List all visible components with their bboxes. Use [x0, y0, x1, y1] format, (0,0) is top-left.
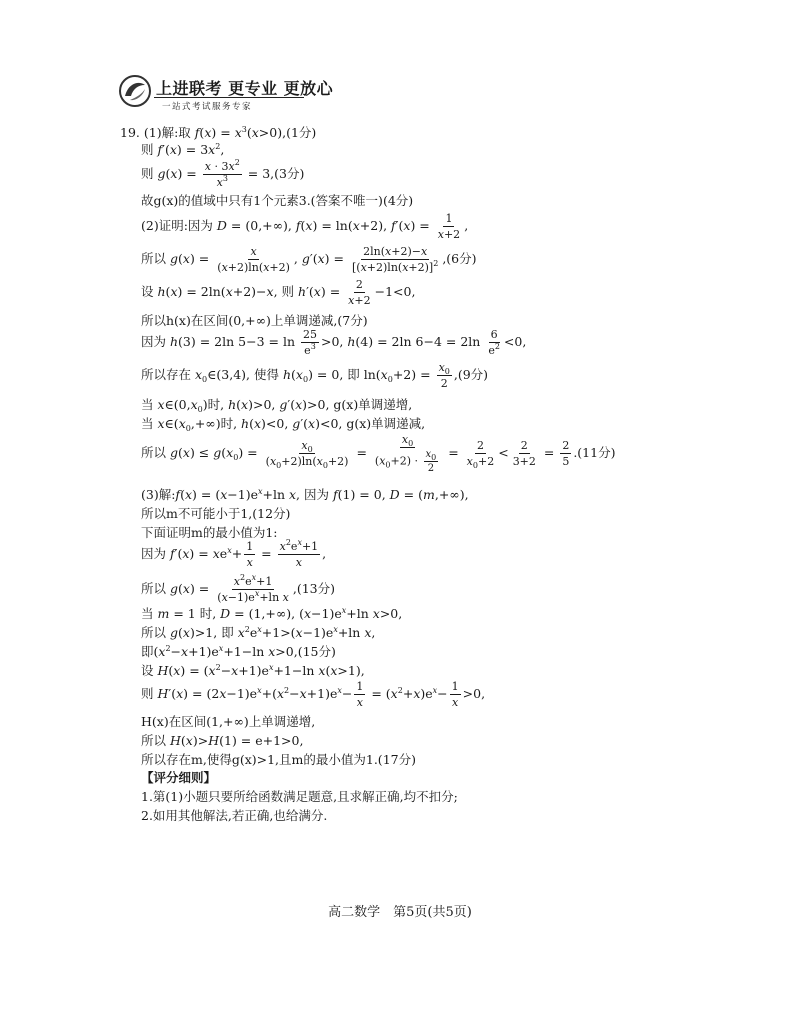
page-header — [118, 74, 418, 114]
brand-tagline: 一站式考试服务专家 — [162, 102, 253, 112]
line-9: 因为 h(3) = 2ln 5−3 = ln $\frac{25}{e^3}$ >0, h(4) = 2ln 6−4 = 2ln $\frac{6}{e^2}$ <0, — [141, 328, 527, 357]
brand-rule — [154, 97, 304, 98]
line-13: 所以 $g(x) \le g(x_0)$ = $\frac{x_0}{(x_0+2)\ln(x_0+2)}$ = $x_0$ $(x_0+2)$ · $\frac{x_0}{2}$ = $\frac{2}{x_0+2}$ < $\frac{2}{3+2}$ = $\frac{2}{5}$ .(11分) — [141, 433, 616, 474]
line-19: 当 m = 1 时, D = (1,+∞), $(x-1)e^x+\ln$ x>0, — [141, 606, 403, 621]
rubric-item-2: 2.如用其他解法,若正确,也给满分. — [141, 808, 328, 823]
rubric-item-1: 1.第(1)小题只要所给函数满足题意,且求解正确,均不扣分; — [141, 789, 458, 804]
line-8: 所以h(x)在区间(0,+∞)上单调递减,(7分) — [141, 313, 368, 328]
logo-icon — [118, 74, 152, 108]
line-7: 设 h(x) = 2ln(x+2)−x, 则 h′(x) = $\frac{2}{x+2}$ −1<0, — [141, 278, 416, 307]
line-6: 所以 g(x) = $\frac{x}{(x+2)\ln(x+2)}$ , g′(x) = $\frac{2\ln(x+2)-x}{[(x+2)\ln(x+2)]^2}$ ,(6分) — [141, 245, 477, 274]
rubric-title: 【评分细则】 — [141, 770, 217, 785]
line-25: 所以 H(x)>H(1) = e+1>0, — [141, 733, 304, 748]
line-18: 所以 g(x) = $\frac{x^2e^x+1}{(x-1)e^x+\ln x}$ ,(13分) — [141, 573, 336, 604]
line-17: 因为 $f'(x) = xe^x+$ $\frac{1}{x}$ = $\frac{x^2e^x+1}{x}$ , — [141, 538, 327, 569]
brand-name: 上进联考 更专业 更放心 — [156, 79, 334, 98]
line-24: H(x)在区间(1,+∞)上单调递增, — [141, 714, 316, 729]
line-23: 则 $H'(x) = (2x-1)e^x+(x^2-x+1)e^x-$ $\frac{1}{x}$ = $(x^2+x)e^x-$ $\frac{1}{x}$ >0, — [141, 680, 486, 709]
line-12: 当 $x\in(x_0,+\infty)$时, h(x)<0, g′(x)<0, g(x)单调递减, — [141, 416, 426, 433]
line-26: 所以存在m,使得g(x)>1,且m的最小值为1.(17分) — [141, 752, 416, 767]
line-5: (2)证明:因为 D = (0,+∞), f(x) = ln(x+2), f′(x) = $\frac{1}{x+2}$ , — [141, 212, 469, 241]
line-3: 则 g(x) = $\frac{x \cdot 3x^2}{x^3}$ = 3,(3分) — [141, 158, 305, 189]
line-21: 即$(x^2-x+1)e^x+1-\ln$ x>0,(15分) — [141, 644, 336, 659]
line-22: 设 $H(x) = (x^2-x+1)e^x+1-\ln$ x(x>1), — [141, 663, 365, 678]
line-10: 所以存在 $x_0\in(3,4)$, 使得 $h(x_0) = 0$, 即 $\ln(x_0+2)$ = $\frac{x_0}{2}$ ,(9分) — [141, 361, 489, 390]
line-1: 19. (1)解:取 $f(x) = x^3(x>0),(1$分) — [120, 125, 317, 140]
line-20: 所以 g(x)>1, 即 $x^2e^x+1>(x-1)e^x+\ln$ x, — [141, 625, 376, 640]
line-4: 故g(x)的值域中只有1个元素3.(答案不唯一)(4分) — [141, 193, 414, 208]
line-16: 下面证明m的最小值为1: — [141, 525, 278, 540]
page-footer: 高二数学 第5页(共5页) — [328, 905, 472, 920]
line-14: (3)解:f(x) = $(x-1)e^x+\ln$ x, 因为 f(1) = 0, D = (m,+∞), — [141, 487, 469, 502]
line-11: 当 $x\in(0,x_0)$时, h(x)>0, g′(x)>0, g(x)单调递增, — [141, 397, 413, 414]
line-15: 所以m不可能小于1,(12分) — [141, 506, 291, 521]
line-2: 则 $f'(x) = 3x^2$, — [141, 142, 225, 157]
